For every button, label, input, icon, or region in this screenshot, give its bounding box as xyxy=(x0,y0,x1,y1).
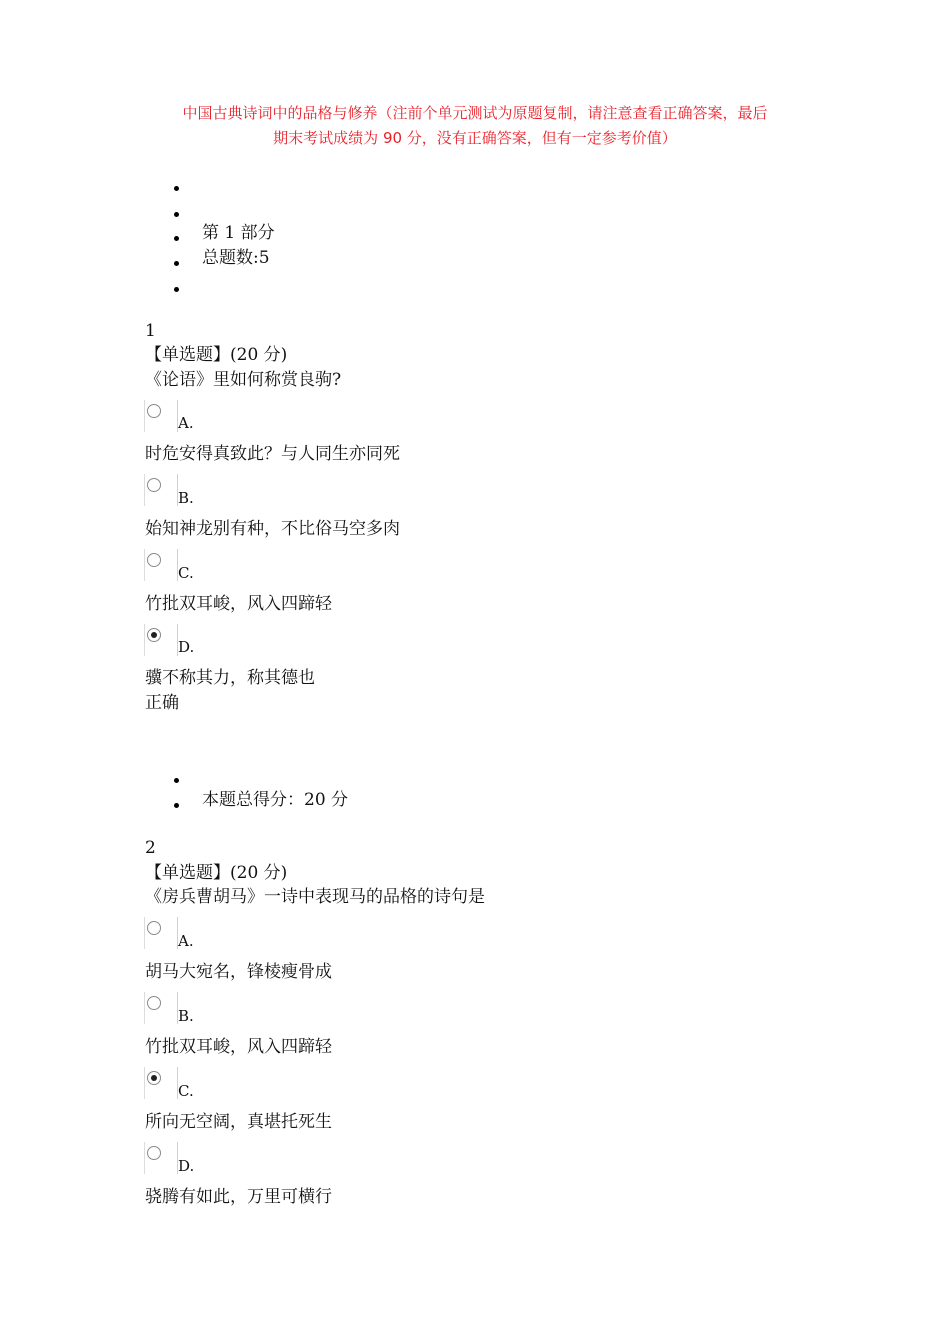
option-text: 始知神龙别有种，不比俗马空多肉 xyxy=(145,519,400,539)
radio-button[interactable] xyxy=(147,921,161,935)
option-text: 竹批双耳峻，风入四蹄轻 xyxy=(145,1037,332,1057)
bullet xyxy=(174,212,179,217)
option-d-radio-box[interactable] xyxy=(144,1142,178,1174)
question-type: 【单选题】(20 分) xyxy=(145,863,288,883)
option-text: 骁腾有如此，万里可横行 xyxy=(145,1187,332,1207)
bullet xyxy=(174,778,179,783)
option-a-radio-box[interactable] xyxy=(144,917,178,949)
radio-button[interactable] xyxy=(147,478,161,492)
option-letter: D. xyxy=(178,1157,195,1175)
option-letter: D. xyxy=(178,638,195,656)
title-line-1: 中国古典诗词中的品格与修养（注前个单元测试为原题复制，请注意查看正确答案，最后 xyxy=(182,104,768,122)
option-text: 时危安得真致此？与人同生亦同死 xyxy=(145,444,400,464)
radio-button[interactable] xyxy=(147,1146,161,1160)
result-label: 正确 xyxy=(145,693,179,713)
bullet xyxy=(174,186,179,191)
option-a-radio-box[interactable] xyxy=(144,400,178,432)
radio-button-selected[interactable] xyxy=(147,1071,161,1085)
option-d-radio-box[interactable] xyxy=(144,624,178,656)
bullet xyxy=(174,803,179,808)
option-b-radio-box[interactable] xyxy=(144,992,178,1024)
option-letter: B. xyxy=(178,489,194,507)
radio-button[interactable] xyxy=(147,996,161,1010)
question-number: 1 xyxy=(145,321,156,341)
option-letter: A. xyxy=(178,414,194,432)
option-c-radio-box[interactable] xyxy=(144,1067,178,1099)
option-b-radio-box[interactable] xyxy=(144,474,178,506)
document-title xyxy=(140,101,810,151)
option-c-radio-box[interactable] xyxy=(144,549,178,581)
question-stem: 《房兵曹胡马》一诗中表现马的品格的诗句是 xyxy=(145,887,485,907)
bullet xyxy=(174,236,179,241)
option-text: 骥不称其力，称其德也 xyxy=(145,668,315,688)
bullet xyxy=(174,261,179,266)
question-stem: 《论语》里如何称赏良驹? xyxy=(145,370,342,390)
radio-button[interactable] xyxy=(147,553,161,567)
question-type: 【单选题】(20 分) xyxy=(145,345,288,365)
question-number: 2 xyxy=(145,838,156,858)
option-letter: A. xyxy=(178,932,194,950)
radio-button[interactable] xyxy=(147,404,161,418)
title-line-2: 期末考试成绩为 90 分，没有正确答案，但有一定参考价值） xyxy=(273,129,677,147)
option-letter: C. xyxy=(178,1082,194,1100)
part-total: 总题数:5 xyxy=(202,248,270,268)
bullet xyxy=(174,287,179,292)
option-letter: B. xyxy=(178,1007,194,1025)
option-text: 胡马大宛名，锋棱瘦骨成 xyxy=(145,962,332,982)
part-label: 第 1 部分 xyxy=(202,223,275,243)
radio-button-selected[interactable] xyxy=(147,628,161,642)
question-score: 本题总得分：20 分 xyxy=(202,790,349,810)
option-text: 所向无空阔，真堪托死生 xyxy=(145,1112,332,1132)
option-text: 竹批双耳峻，风入四蹄轻 xyxy=(145,594,332,614)
option-letter: C. xyxy=(178,564,194,582)
